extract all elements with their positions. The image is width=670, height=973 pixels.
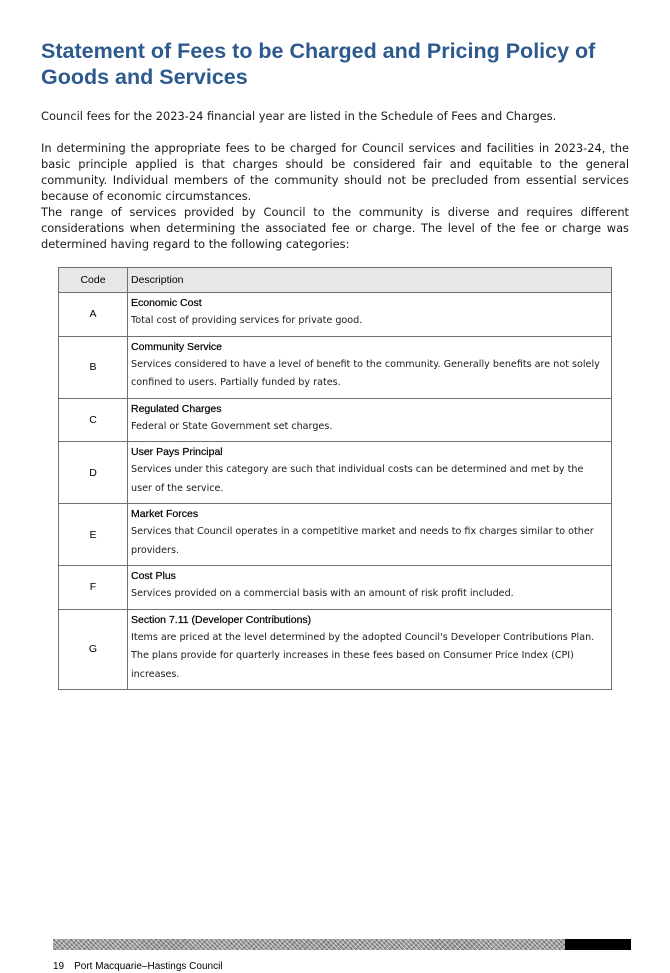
category-title: Cost Plus — [131, 570, 176, 582]
category-description: Services provided on a commercial basis with an amount of risk profit included. — [131, 588, 514, 599]
table-row — [59, 504, 612, 566]
category-cell — [128, 442, 612, 504]
page-number: 19 — [53, 961, 65, 972]
footer-decorative-band — [53, 939, 631, 950]
category-description: Services that Council operates in a competitive market and needs to fix charges similar to other providers. — [131, 526, 594, 556]
category-code: G — [59, 609, 128, 690]
category-title: Market Forces — [131, 508, 199, 520]
table-row — [59, 442, 612, 504]
intro-paragraph: Council fees for the 2023-24 financial year are listed in the Schedule of Fees and Charges. — [41, 109, 557, 123]
code-column-header: Code — [59, 268, 128, 293]
category-description: Services under this category are such that individual costs can be determined and met by the user of the service. — [131, 464, 584, 494]
category-description: Total cost of providing services for private good. — [131, 315, 363, 326]
category-code: C — [59, 398, 128, 442]
category-cell — [128, 336, 612, 398]
footer-organisation: Port Macquarie–Hastings Council — [74, 961, 223, 972]
description-column-header: Description — [128, 268, 612, 293]
category-cell — [128, 566, 612, 610]
category-code: E — [59, 504, 128, 566]
category-code: B — [59, 336, 128, 398]
category-code: A — [59, 293, 128, 337]
category-cell — [128, 398, 612, 442]
fee-categories-table — [58, 267, 612, 690]
category-description: Federal or State Government set charges. — [131, 420, 333, 432]
table-row — [59, 336, 612, 398]
table-row — [59, 566, 612, 610]
table-row — [59, 609, 612, 690]
page-title: Statement of Fees to be Charged and Pricing Policy of Goods and Services — [41, 39, 596, 89]
category-description: Services considered to have a level of benefit to the community. Generally benefits are not solely confined to users. Partially funded by rates. — [131, 358, 600, 388]
categories-intro-paragraph: The range of services provided by Council to the community is diverse and requires different considerations when determining the associated fee or charge. The level of the fee or charge was determined having regard to the following categories: — [41, 205, 629, 251]
table-row — [59, 293, 612, 337]
category-title: Section 7.11 (Developer Contributions) — [131, 613, 312, 626]
category-cell — [128, 504, 612, 566]
category-code: D — [59, 442, 128, 504]
table-header-row — [59, 268, 612, 293]
category-code: F — [59, 566, 128, 610]
category-title: Economic Cost — [131, 297, 202, 309]
category-cell — [128, 609, 612, 690]
category-cell — [128, 293, 612, 337]
footer-pattern — [53, 939, 565, 950]
category-title: Community Service — [131, 340, 223, 353]
category-description: Items are priced at the level determined by the adopted Council's Developer Contributions Plan. The plans provide for quarterly increases in these fees based on Consumer Price Index (CPI) increases. — [131, 631, 595, 680]
principle-paragraph: In determining the appropriate fees to be charged for Council services and facilities in 2023-24, the basic principle applied is that charges should be considered fair and equitable to the general community. Individual members of the community should not be precluded from essential services because of economic circumstances. — [41, 141, 629, 203]
page-footer — [53, 961, 223, 973]
footer-solid-block — [565, 939, 631, 950]
category-title: User Pays Principal — [131, 446, 223, 458]
category-title: Regulated Charges — [131, 402, 222, 415]
table-row — [59, 398, 612, 442]
